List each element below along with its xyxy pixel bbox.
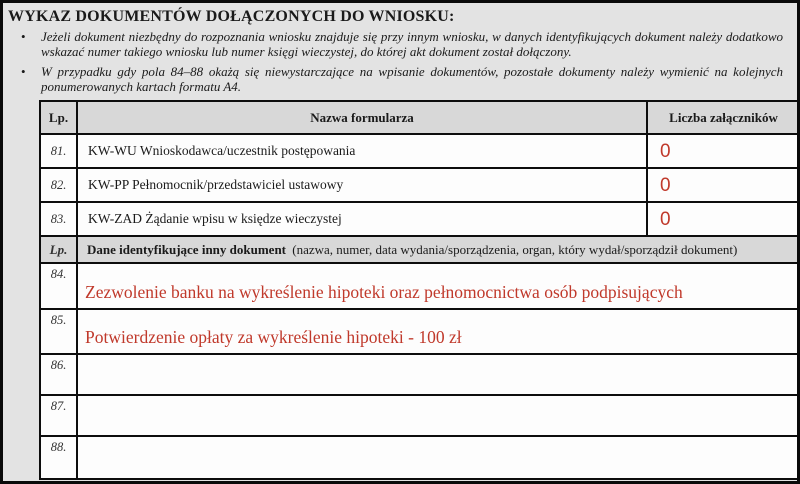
document-entry-field[interactable]	[77, 436, 800, 479]
note-text: Jeżeli dokument niezbędny do rozpoznania wniosku znajduje się przy innym wniosku, w danych identyfikujących dokument należy dodatkowo wskazać numer takiego wniosku lub numer księgi wieczystej, do której akt dokument został dołączony.	[41, 29, 783, 59]
note-item	[41, 65, 783, 94]
row-number: 84.	[40, 263, 77, 309]
row-number: 86.	[40, 354, 77, 395]
table-row	[40, 436, 800, 479]
form-name-label: KW-PP Pełnomocnik/przedstawiciel ustawowy	[77, 168, 647, 202]
row-number: 81.	[40, 134, 77, 168]
table-row	[40, 354, 800, 395]
row-number: 88.	[40, 436, 77, 479]
note-item	[41, 30, 783, 59]
table-row	[40, 168, 800, 202]
table-row	[40, 263, 800, 309]
attachment-count-field[interactable]: 0	[647, 168, 800, 202]
documents-table	[39, 100, 800, 480]
column-header-attachment-count: Liczba załączników	[647, 101, 800, 134]
note-text: W przypadku gdy pola 84–88 okażą się niewystarczające na wpisanie dokumentów, pozostałe dokumenty należy wymienić na kolejnych ponumerowanych kartach formatu A4.	[41, 64, 783, 94]
form-name-label: KW-ZAD Żądanie wpisu w księdze wieczystej	[77, 202, 647, 236]
row-number: 85.	[40, 309, 77, 354]
table-row	[40, 309, 800, 354]
header-label-bold: Dane identyfikujące inny dokument	[87, 241, 286, 257]
row-number: 82.	[40, 168, 77, 202]
other-documents-header-label	[77, 236, 800, 263]
row-number: 83.	[40, 202, 77, 236]
column-header-lp: Lp.	[40, 236, 77, 263]
column-header-lp: Lp.	[40, 101, 77, 134]
attachment-count-field[interactable]: 0	[647, 202, 800, 236]
table-row	[40, 395, 800, 436]
column-header-form-name: Nazwa formularza	[77, 101, 647, 134]
document-entry-field[interactable]	[77, 395, 800, 436]
document-entry-field[interactable]	[77, 354, 800, 395]
notes-list	[3, 30, 783, 94]
form-name-label: KW-WU Wnioskodawca/uczestnik postępowania	[77, 134, 647, 168]
section-title: WYKAZ DOKUMENTÓW DOŁĄCZONYCH DO WNIOSKU:	[8, 8, 455, 25]
table-row	[40, 202, 800, 236]
document-entry-field[interactable]: Zezwolenie banku na wykreślenie hipoteki oraz pełnomocnictwa osób podpisujących	[77, 263, 800, 309]
other-documents-header-row	[40, 236, 800, 263]
header-label-normal: (nazwa, numer, data wydania/sporządzenia, organ, który wydał/sporządził dokument)	[292, 241, 738, 257]
table-header-row	[40, 101, 800, 134]
document-entry-field[interactable]: Potwierdzenie opłaty za wykreślenie hipoteki - 100 zł	[77, 309, 800, 354]
row-number: 87.	[40, 395, 77, 436]
attachment-count-field[interactable]: 0	[647, 134, 800, 168]
table-row	[40, 134, 800, 168]
